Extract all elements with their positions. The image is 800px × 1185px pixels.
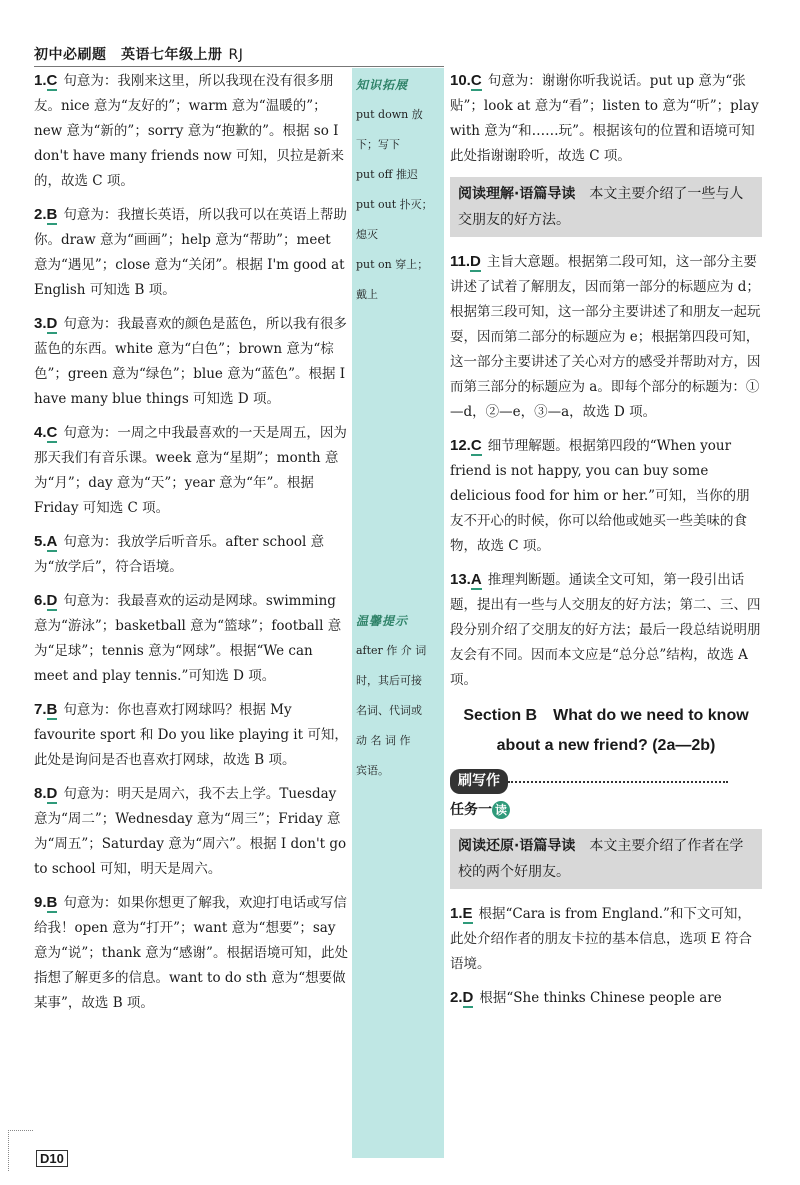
restore-guide-text: 本文主要介绍了作者在学校的两个好朋友。 xyxy=(458,838,744,880)
vocab-note xyxy=(356,70,433,310)
read-icon: 读 xyxy=(492,801,510,819)
left-column xyxy=(34,68,348,1024)
tip-note xyxy=(356,606,426,786)
reading-guide-label: 阅读理解·语篇导读 xyxy=(458,186,576,202)
section-title-line1: Section B What do we need to know xyxy=(463,707,749,724)
answer-item: 6.D 句意为：我最喜欢的运动是网球。swimming 意为“游泳”；basketball 意为“篮球”；football 意为“足球”；tennis 意为“网球”。根据“We can meet and play tennis.”可知选 D 项。 xyxy=(34,592,342,684)
answer-item: 9.B 句意为：如果你想更了解我，欢迎打电话或写信给我！open 意为“打开”；want 意为“想要”；say 意为“说”；thank 意为“感谢”。根据语境可知，此处指想了解更多的信息。want to do sth 意为“想要做某事”，故选 B 项。 xyxy=(34,894,348,1011)
vocab-line: put out 扑灭； xyxy=(356,198,433,211)
page-number: D10 xyxy=(36,1150,68,1167)
tip-line: 名词、代词或 xyxy=(356,704,422,717)
vocab-title: 知识拓展 xyxy=(356,78,409,92)
tip-line: 动 名 词 作 xyxy=(356,734,411,747)
tip-title: 温馨提示 xyxy=(356,614,409,628)
header-title: 初中必刷题 英语七年级上册 xyxy=(34,47,223,63)
vocab-line: 熄灭 xyxy=(356,228,378,241)
vocab-line: 下；写下 xyxy=(356,138,400,151)
dotted-leader xyxy=(508,781,728,783)
answer-item: 4.C 句意为：一周之中我最喜欢的一天是周五，因为那天我们有音乐课。week 意为“星期”；month 意为“月”；day 意为“天”；year 意为“年”。根据 Friday 可知选 C 项。 xyxy=(34,424,347,516)
task-heading: 任务一 读 xyxy=(450,798,762,823)
answer-item: 2.D 根据“She thinks Chinese people are xyxy=(450,989,722,1006)
section-title-line2: about a new friend? (2a—2b) xyxy=(496,737,716,754)
brush-writing-bar xyxy=(450,769,762,794)
answer-item: 5.A 句意为：我放学后听音乐。after school 意为“放学后”，符合语境。 xyxy=(34,533,325,575)
header-divider xyxy=(34,66,444,67)
vocab-line: put off 推迟 xyxy=(356,168,418,181)
header-edition: RJ xyxy=(228,47,244,63)
answer-item: 7.B 句意为：你也喜欢打网球吗？根据 My favourite sport 和 Do you like playing it 可知，此处是询问是否也喜欢打网球，故选 B 项。 xyxy=(34,701,348,768)
reading-guide-box xyxy=(450,177,762,237)
brush-writing-tag: 刷写作 xyxy=(450,769,508,794)
answer-item: 13.A 推理判断题。通读全文可知，第一段引出话题，提出有一些与人交朋友的好方法；第二、三、四段分别介绍了交朋友的好方法；最后一段总结说明朋友会有不同。因而本文应是“总分总”结构，故选 A 项。 xyxy=(450,571,761,688)
answer-item: 10.C 句意为：谢谢你听我说话。put up 意为“张贴”；look at 意为“看”；listen to 意为“听”；play with 意为“和……玩”。根据该句的位置和语境可知此处指谢谢聆听，故选 C 项。 xyxy=(450,72,759,164)
vocab-line: 戴上 xyxy=(356,288,378,301)
restore-guide-label: 阅读还原·语篇导读 xyxy=(458,838,576,854)
answer-item: 3.D 句意为：我最喜欢的颜色是蓝色，所以我有很多蓝色的东西。white 意为“白色”；brown 意为“棕色”；green 意为“绿色”；blue 意为“蓝色”。根据 I have many blue things 可知选 D 项。 xyxy=(34,315,347,407)
vocab-line: put down 放 xyxy=(356,108,423,121)
right-column xyxy=(450,68,762,1019)
tip-line: after 作 介 词 xyxy=(356,644,427,657)
tip-line: 宾语。 xyxy=(356,764,389,777)
restore-guide-box xyxy=(450,829,762,889)
page-header xyxy=(34,44,243,64)
reading-guide-text: 本文主要介绍了一些与人交朋友的好方法。 xyxy=(458,186,744,228)
answer-item: 12.C 细节理解题。根据第四段的“When your friend is not happy, you can buy some delicious food for him or her.”可知，当你的朋友不开心的时候，你可以给他或她买一些美味的食物，故选 C 项。 xyxy=(450,437,750,554)
tip-line: 时，其后可接 xyxy=(356,674,422,687)
answer-item: 11.D 主旨大意题。根据第二段可知，这一部分主要讲述了试着了解朋友，因而第一部分的标题应为 d；根据第三段可知，这一部分主要讲述了和朋友一起玩耍，因而第二部分的标题应为 e；根据第四段可知，这一部分主要讲述了关心对方的感受并帮助对方，因而第三部分的标题应为 a。即每个部分的标题为：①—d，②—e，③—a，故选 D 项。 xyxy=(450,253,761,420)
answer-item: 1.C 句意为：我刚来这里，所以我现在没有很多朋友。nice 意为“友好的”；warm 意为“温暖的”；new 意为“新的”；sorry 意为“抱歉的”。根据 so I don't have many friends now 可知，贝拉是新来的，故选 C 项。 xyxy=(34,72,344,189)
answer-item: 2.B 句意为：我擅长英语，所以我可以在英语上帮助你。draw 意为“画画”；help 意为“帮助”；meet 意为“遇见”；close 意为“关闭”。根据 I'm good at English 可知选 B 项。 xyxy=(34,206,347,298)
vocab-line: put on 穿上； xyxy=(356,258,429,271)
corner-decoration xyxy=(8,1130,33,1171)
answer-item: 1.E 根据“Cara is from England.”和下文可知，此处介绍作者的朋友卡拉的基本信息，选项 E 符合语境。 xyxy=(450,905,752,972)
answer-item: 8.D 句意为：明天是周六，我不去上学。Tuesday 意为“周二”；Wednesday 意为“周三”；Friday 意为“周五”；Saturday 意为“周六”。根据 I don't go to school 可知，明天是周六。 xyxy=(34,785,347,877)
